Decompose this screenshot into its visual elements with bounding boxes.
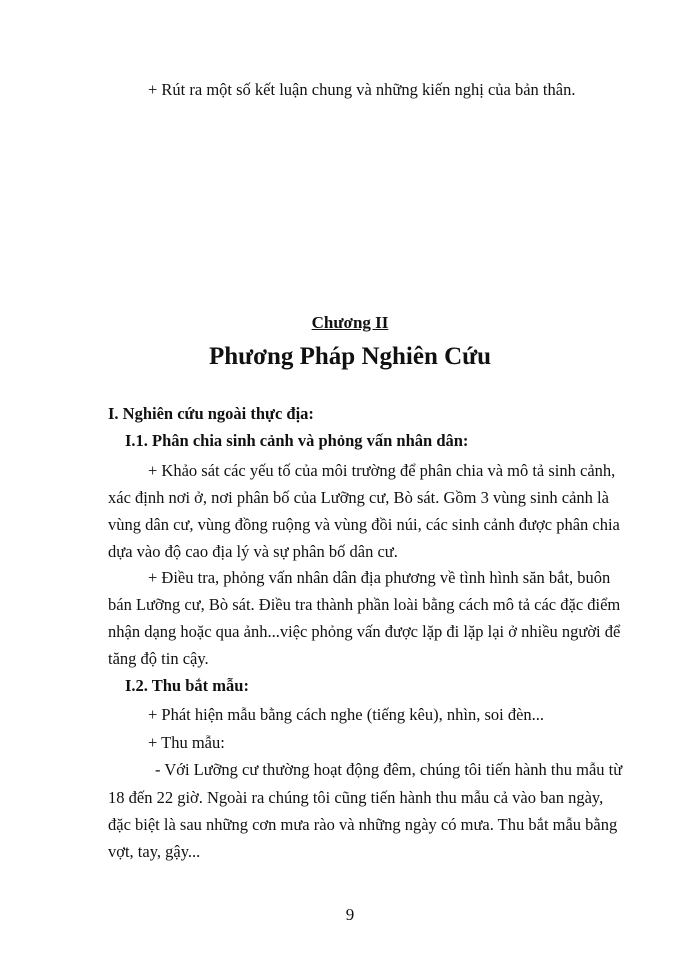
chapter-label: Chương II <box>311 313 389 332</box>
paragraph-line: dựa vào độ cao địa lý và sự phân bố dân cư. <box>108 542 398 561</box>
paragraph-line: bán Lưỡng cư, Bò sát. Điều tra thành phần loài bằng cách mô tả các đặc điểm <box>108 595 621 614</box>
paragraph-line: + Điều tra, phỏng vấn nhân dân địa phương về tình hình săn bắt, buôn <box>148 568 611 587</box>
page-number: 9 <box>345 905 355 924</box>
paragraph-line: + Khảo sát các yếu tố của môi trường để phân chia và mô tả sinh cảnh, <box>148 461 616 480</box>
paragraph-line: xác định nơi ở, nơi phân bố của Lưỡng cư, Bò sát. Gồm 3 vùng sinh cảnh là <box>108 488 609 507</box>
paragraph-line: vùng dân cư, vùng đồng ruộng và vùng đồi núi, các sinh cảnh được phân chia <box>108 515 620 534</box>
section-heading: I. Nghiên cứu ngoài thực địa: <box>108 404 314 423</box>
subsection-heading-1: I.1. Phân chia sinh cảnh và phỏng vấn nhân dân: <box>125 431 469 450</box>
list-item: + Phát hiện mẫu bằng cách nghe (tiếng kêu), nhìn, soi đèn... <box>148 705 545 724</box>
paragraph-line: nhận dạng hoặc qua ảnh...việc phỏng vấn được lặp đi lặp lại ở nhiều người để <box>108 622 621 641</box>
paragraph-line: 18 đến 22 giờ. Ngoài ra chúng tôi cũng tiến hành thu mẫu cả vào ban ngày, <box>108 788 604 807</box>
list-item: + Thu mẫu: <box>148 733 225 752</box>
intro-line: + Rút ra một số kết luận chung và những kiến nghị của bản thân. <box>148 80 576 99</box>
chapter-title: Phương Pháp Nghiên Cứu <box>208 343 492 370</box>
paragraph-line: vợt, tay, gậy... <box>108 842 201 861</box>
paragraph-line: - Với Lưỡng cư thường hoạt động đêm, chúng tôi tiến hành thu mẫu từ <box>155 760 623 779</box>
paragraph-line: đặc biệt là sau những cơn mưa rào và những ngày có mưa. Thu bắt mẫu bằng <box>108 815 618 834</box>
paragraph-line: tăng độ tin cậy. <box>108 649 209 668</box>
subsection-heading-2: I.2. Thu bắt mẫu: <box>125 676 249 695</box>
